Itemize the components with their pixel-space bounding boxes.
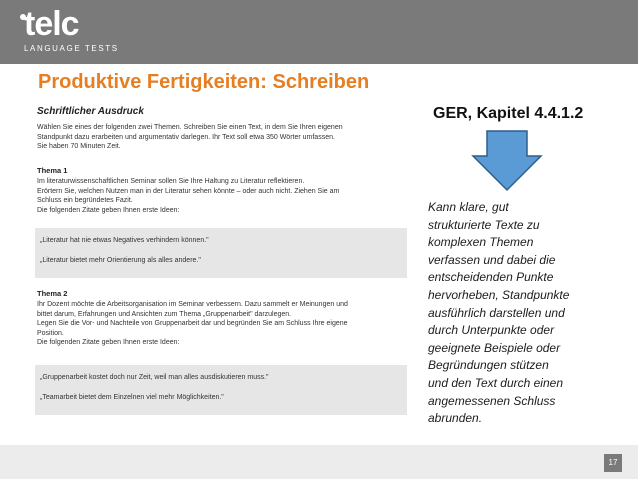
descriptor-line: durch Unterpunkte oder xyxy=(428,323,555,338)
intro-line: Standpunkt dazu erarbeiten und argumentativ darlegen. Ihr Text soll etwa 350 Wörter umfassen. xyxy=(37,133,335,141)
topic2-text xyxy=(37,300,417,348)
descriptor-line: strukturierte Texte zu xyxy=(428,217,540,232)
logo-word: telc xyxy=(24,5,79,43)
topic1-line: Schluss ein begründetes Fazit. xyxy=(37,197,133,204)
topic2-quotes xyxy=(35,365,407,415)
topic1-line: Erörtern Sie, welchen Nutzen man in der Literatur sehen könnte – oder auch nicht. Ziehen Sie am xyxy=(37,187,340,195)
slide-title: Produktive Fertigkeiten: Schreiben xyxy=(38,71,370,93)
topic2-line: bittet darum, Erfahrungen und Ansichten zum Thema „Gruppenarbeit" darzulegen. xyxy=(37,310,292,318)
descriptor-line: komplexen Themen xyxy=(428,235,534,250)
topic1-text xyxy=(37,177,417,215)
page-number: 17 xyxy=(604,454,622,472)
topic1-line: Im literaturwissenschaftlichen Seminar sollen Sie Ihre Haltung zu Literatur reflektieren. xyxy=(37,178,305,185)
topic2-quote: „Gruppenarbeit kostet doch nur Zeit, weil man alles ausdiskutieren muss." xyxy=(40,374,269,381)
topic2-line: Position. xyxy=(37,329,64,337)
telc-logo xyxy=(20,5,119,58)
descriptor-line: verfassen und dabei die xyxy=(428,252,556,267)
topic1-quote: „Literatur hat nie etwas Negatives verhindern können." xyxy=(40,237,209,244)
topic1-quotes xyxy=(35,228,407,278)
descriptor-line: Kann klare, gut xyxy=(428,200,509,214)
topic2-line: Ihr Dozent möchte die Arbeitsorganisation im Seminar verbessern. Dazu sammelt er Meinungen und xyxy=(37,301,348,308)
arrow-down-icon xyxy=(471,130,543,192)
topic2-quote: „Teamarbeit bietet dem Einzelnen viel mehr Möglichkeiten." xyxy=(40,394,224,401)
descriptor-line: abrunden. xyxy=(428,411,483,426)
descriptor-line: Begründungen stützen xyxy=(428,358,549,373)
header-bar xyxy=(0,0,638,64)
task-intro xyxy=(37,123,417,152)
reference-label: GER, Kapitel 4.4.1.2 xyxy=(433,105,584,122)
topic1-label: Thema 1 xyxy=(37,166,68,175)
descriptor-text xyxy=(428,199,613,428)
intro-line: Wählen Sie eines der folgenden zwei Themen. Schreiben Sie einen Text, in dem Sie Ihren eigenen xyxy=(37,124,343,131)
topic1-line: Die folgenden Zitate geben Ihnen erste Ideen: xyxy=(37,206,180,214)
descriptor-line: angemessenen Schluss xyxy=(428,393,556,408)
descriptor-line: hervorheben, Standpunkte xyxy=(428,287,570,302)
logo-subtext: LANGUAGE TESTS xyxy=(24,44,119,53)
exam-task-excerpt xyxy=(35,101,427,431)
topic2-line: Die folgenden Zitate geben Ihnen erste Ideen: xyxy=(37,339,180,346)
topic2-label: Thema 2 xyxy=(37,289,68,298)
descriptor-line: und den Text durch einen xyxy=(428,375,563,390)
footer-bar xyxy=(0,445,638,479)
descriptor-line: entscheidenden Punkte xyxy=(428,270,554,285)
descriptor-line: geeignete Beispiele oder xyxy=(428,340,561,355)
task-heading: Schriftlicher Ausdruck xyxy=(37,106,144,117)
intro-line: Sie haben 70 Minuten Zeit. xyxy=(37,143,121,150)
topic2-line: Legen Sie die Vor- und Nachteile von Gruppenarbeit dar und begründen Sie am Schluss Ihre eigene xyxy=(37,320,348,327)
descriptor-line: ausführlich darstellen und xyxy=(428,305,565,320)
topic1-quote: „Literatur bietet mehr Orientierung als alles andere." xyxy=(40,257,201,264)
